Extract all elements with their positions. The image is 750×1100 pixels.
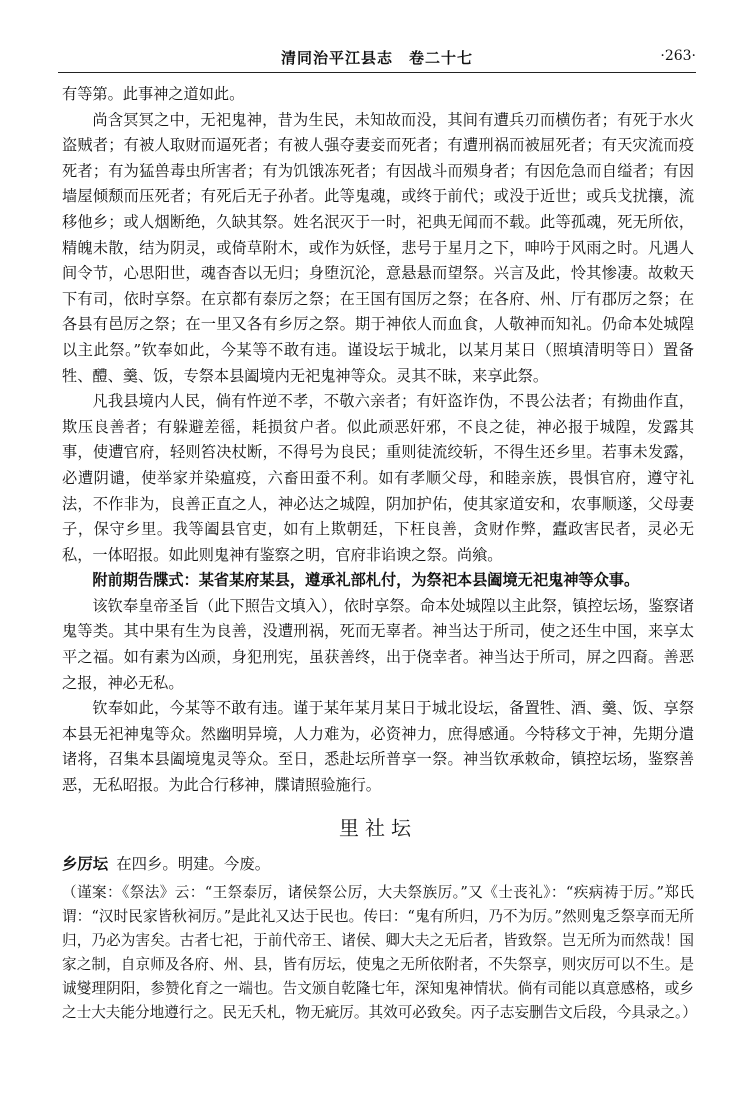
paragraph-3: 凡我县境内人民，倘有忤逆不孝，不敬六亲者；有奸盗诈伪，不畏公法者；有拗曲作直，欺压良善者；有躲避差徭，耗损贫户者。似此顽恶奸邪，不良之徒，神必报于城隍，发露其事，使遭官府，轻则笞决杖断，不得号为良民；重则徒流绞斩，不得生还乡里。若事未发露，必遭阴谴，使举家并染瘟疫，六畜田蚕不利。如有孝顺父母，和睦亲族，畏惧官府，遵守礼法，不作非为，良善正直之人，神必达之城隍，阴加护佑，使其家道安和，农事顺遂，父母妻子，保守乡里。我等阖县官吏，如有上欺朝廷，下枉良善，贪财作弊，蠹政害民者，灵必无私，一体昭报。如此则鬼神有鉴察之明，官府非谄谀之祭。尚飨。 [62, 392, 694, 564]
entry-name: 乡厉坛 [62, 854, 109, 873]
entry-line [62, 851, 694, 877]
paragraph-6: 钦奉如此，今某等不敢有违。谨于某年某月某日于城北设坛，备置牲、酒、羹、饭、享祭本县无祀神鬼等众。然幽明异境，人力难为，必资神力，庶得感通。今特移文于神，先期分遣诸将，召集本县阖境鬼灵等众。至日，悉赴坛所普享一祭。神当钦承敕命，镇控坛场，鉴察善恶，无私昭报。为此合行移神，牒请照验施行。 [62, 699, 694, 795]
paragraph-5: 该钦奉皇帝圣旨（此下照告文填入），依时享祭。命本处城隍以主此祭，镇控坛场，鉴察诸鬼等类。其中果有生为良善，没遭刑祸，死而无辜者。神当达于所司，使之还生中国，来享太平之福。如有素为凶顽，身犯刑宪，虽获善终，出于侥幸者。神当达于所司，屏之四裔。善恶之报，神必无私。 [62, 596, 694, 692]
section-title: 里社坛 [339, 815, 417, 840]
paragraph-1: 有等第。此事神之道如此。 [62, 85, 245, 103]
entry-text: 在四乡。明建。今废。 [116, 854, 271, 873]
page-header [58, 38, 696, 73]
running-title: 清同治平江县志 卷二十七 [280, 49, 473, 67]
paragraph-2: 尚含冥冥之中，无祀鬼神，昔为生民，未知故而没，其间有遭兵刃而横伤者；有死于水火盗贼者；有被人取财而逼死者；有被人强夺妻妾而死者；有遭刑祸而被屈死者；有天灾流而疫死者；有为猛兽毒虫所害者；有为饥饿冻死者；有因战斗而殒身者；有因危急而自缢者；有因墙屋倾颓而压死者；有死后无子孙者。此等鬼魂，或终于前代；或没于近世；或兵戈扰攘，流移他乡；或人烟断绝，久缺其祭。姓名泯灭于一时，祀典无闻而不载。此等孤魂，死无所依，精魄未散，结为阴灵，或倚草附木，或作为妖怪，悲号于星月之下，呻吟于风雨之时。凡遇人间令节，心思阳世，魂杳杳以无归；身堕沉沦，意悬悬而望祭。兴言及此，怜其惨凄。故敕天下有司，依时享祭。在京都有泰厉之祭；在王国有国厉之祭；在各府、州、厅有郡厉之祭；在各县有邑厉之祭；在一里又各有乡厉之祭。期于神依人而血食，人敬神而知礼。仍命本处城隍以主此祭。”钦奉如此，今某等不敢有违。谨设坛于城北，以某月某日（照填清明等日）置备牲、醴、羹、饭，专祭本县阖境内无祀鬼神等众。灵其不昧，来享此祭。 [62, 110, 694, 385]
annotation-note: （谨案：《祭法》云：“王祭泰厉，诸侯祭公厉，大夫祭族厉。”又《士丧礼》：“疾病祷于厉。”郑氏谓：“汉时民家皆秋祠厉。”是此礼又达于民也。传曰：“鬼有所归，乃不为厉。”然则鬼乏祭享而无所归，乃必为害矣。古者七祀，于前代帝王、诸侯、卿大夫之无后者，皆致祭。岂无所为而然哉！国家之制，自京师及各府、州、县，皆有厉坛，使鬼之无所依附者，不失祭享，则灾厉可以不生。是诚燮理阴阳，参赞化育之一端也。告文颁自乾隆七年，深知鬼神情状。倘有司能以真意感格，或乡之士大夫能分地遵行之。民无夭札，物无疵厉。其效可必致矣。丙子志妄删告文后段，今具录之。） [62, 883, 697, 1021]
paragraph-4-notice: 附前期告牒式：某省某府某县，遵承礼部札付，为祭祀本县阖境无祀鬼神等众事。 [92, 571, 640, 590]
page-content [62, 82, 697, 1025]
page-number: ·263· [660, 48, 696, 64]
